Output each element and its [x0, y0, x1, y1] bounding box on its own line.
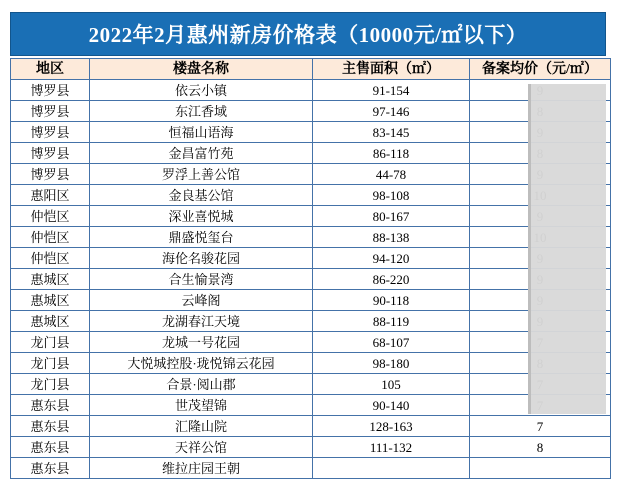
- cell-region: 惠城区: [11, 290, 90, 311]
- cell-area: 90-140: [313, 395, 470, 416]
- table-row: [11, 164, 611, 185]
- column-overlay-panel: [528, 84, 606, 414]
- cell-region: 仲恺区: [11, 206, 90, 227]
- cell-project: 合景·阅山郡: [90, 374, 313, 395]
- cell-region: 仲恺区: [11, 248, 90, 269]
- column-header-region: 地区: [11, 59, 90, 80]
- table-row: [11, 416, 611, 437]
- cell-region: 惠东县: [11, 437, 90, 458]
- cell-region: 惠东县: [11, 458, 90, 479]
- cell-area: 90-118: [313, 290, 470, 311]
- cell-region: 惠城区: [11, 269, 90, 290]
- table-row: [11, 353, 611, 374]
- cell-area: 88-138: [313, 227, 470, 248]
- table-row: [11, 437, 611, 458]
- table-row: [11, 101, 611, 122]
- cell-project: 金良基公馆: [90, 185, 313, 206]
- cell-region: 惠阳区: [11, 185, 90, 206]
- cell-area: 128-163: [313, 416, 470, 437]
- column-header-project: 楼盘名称: [90, 59, 313, 80]
- column-header-price: 备案均价（元/㎡）: [470, 59, 611, 80]
- table-title-banner: [10, 12, 606, 56]
- table-row: [11, 269, 611, 290]
- table-row: [11, 458, 611, 479]
- cell-region: 龙门县: [11, 332, 90, 353]
- table-row: [11, 311, 611, 332]
- column-overlay-edge: [528, 84, 531, 414]
- cell-area: 83-145: [313, 122, 470, 143]
- cell-project: 汇隆山院: [90, 416, 313, 437]
- cell-project: 云峰阁: [90, 290, 313, 311]
- cell-project: 龙湖春江天境: [90, 311, 313, 332]
- cell-project: 大悦城控股·珑悦锦云花园: [90, 353, 313, 374]
- table-row: [11, 395, 611, 416]
- cell-region: 博罗县: [11, 101, 90, 122]
- table-body: [11, 80, 611, 479]
- cell-project: 龙城一号花园: [90, 332, 313, 353]
- table-row: [11, 227, 611, 248]
- price-table: [10, 58, 611, 479]
- cell-area: 94-120: [313, 248, 470, 269]
- cell-price: 7: [470, 416, 611, 437]
- cell-project: 海伦名骏花园: [90, 248, 313, 269]
- table-row: [11, 374, 611, 395]
- cell-region: 惠东县: [11, 416, 90, 437]
- cell-region: 博罗县: [11, 80, 90, 101]
- cell-project: 东江香域: [90, 101, 313, 122]
- cell-area: 68-107: [313, 332, 470, 353]
- table-row: [11, 122, 611, 143]
- cell-region: 博罗县: [11, 164, 90, 185]
- cell-project: 金昌富竹苑: [90, 143, 313, 164]
- cell-region: 龙门县: [11, 353, 90, 374]
- cell-project: 恒福山语海: [90, 122, 313, 143]
- cell-project: 合生愉景湾: [90, 269, 313, 290]
- column-header-area: 主售面积（㎡）: [313, 59, 470, 80]
- cell-area: 97-146: [313, 101, 470, 122]
- cell-price: [470, 458, 611, 479]
- cell-project: 罗浮上善公馆: [90, 164, 313, 185]
- cell-project: 依云小镇: [90, 80, 313, 101]
- cell-region: 博罗县: [11, 143, 90, 164]
- cell-area: 44-78: [313, 164, 470, 185]
- table-row: [11, 143, 611, 164]
- cell-region: 仲恺区: [11, 227, 90, 248]
- cell-area: 91-154: [313, 80, 470, 101]
- table-row: [11, 290, 611, 311]
- table-row: [11, 80, 611, 101]
- cell-area: 105: [313, 374, 470, 395]
- table-row: [11, 248, 611, 269]
- table-row: [11, 185, 611, 206]
- cell-project: 鼎盛悦玺台: [90, 227, 313, 248]
- cell-area: 86-118: [313, 143, 470, 164]
- cell-area: 111-132: [313, 437, 470, 458]
- cell-area: 98-180: [313, 353, 470, 374]
- table-row: [11, 332, 611, 353]
- cell-area: 98-108: [313, 185, 470, 206]
- table-header-row: [11, 59, 611, 80]
- cell-project: 天祥公馆: [90, 437, 313, 458]
- cell-region: 博罗县: [11, 122, 90, 143]
- cell-area: 80-167: [313, 206, 470, 227]
- cell-price: 8: [470, 437, 611, 458]
- cell-region: 惠东县: [11, 395, 90, 416]
- page-title: 2022年2月惠州新房价格表（10000元/㎡以下）: [88, 23, 528, 47]
- cell-area: 86-220: [313, 269, 470, 290]
- cell-region: 惠城区: [11, 311, 90, 332]
- cell-project: 维拉庄园王朝: [90, 458, 313, 479]
- cell-project: 世茂望锦: [90, 395, 313, 416]
- cell-project: 深业喜悦城: [90, 206, 313, 227]
- cell-area: 88-119: [313, 311, 470, 332]
- table-row: [11, 206, 611, 227]
- cell-area: [313, 458, 470, 479]
- cell-region: 龙门县: [11, 374, 90, 395]
